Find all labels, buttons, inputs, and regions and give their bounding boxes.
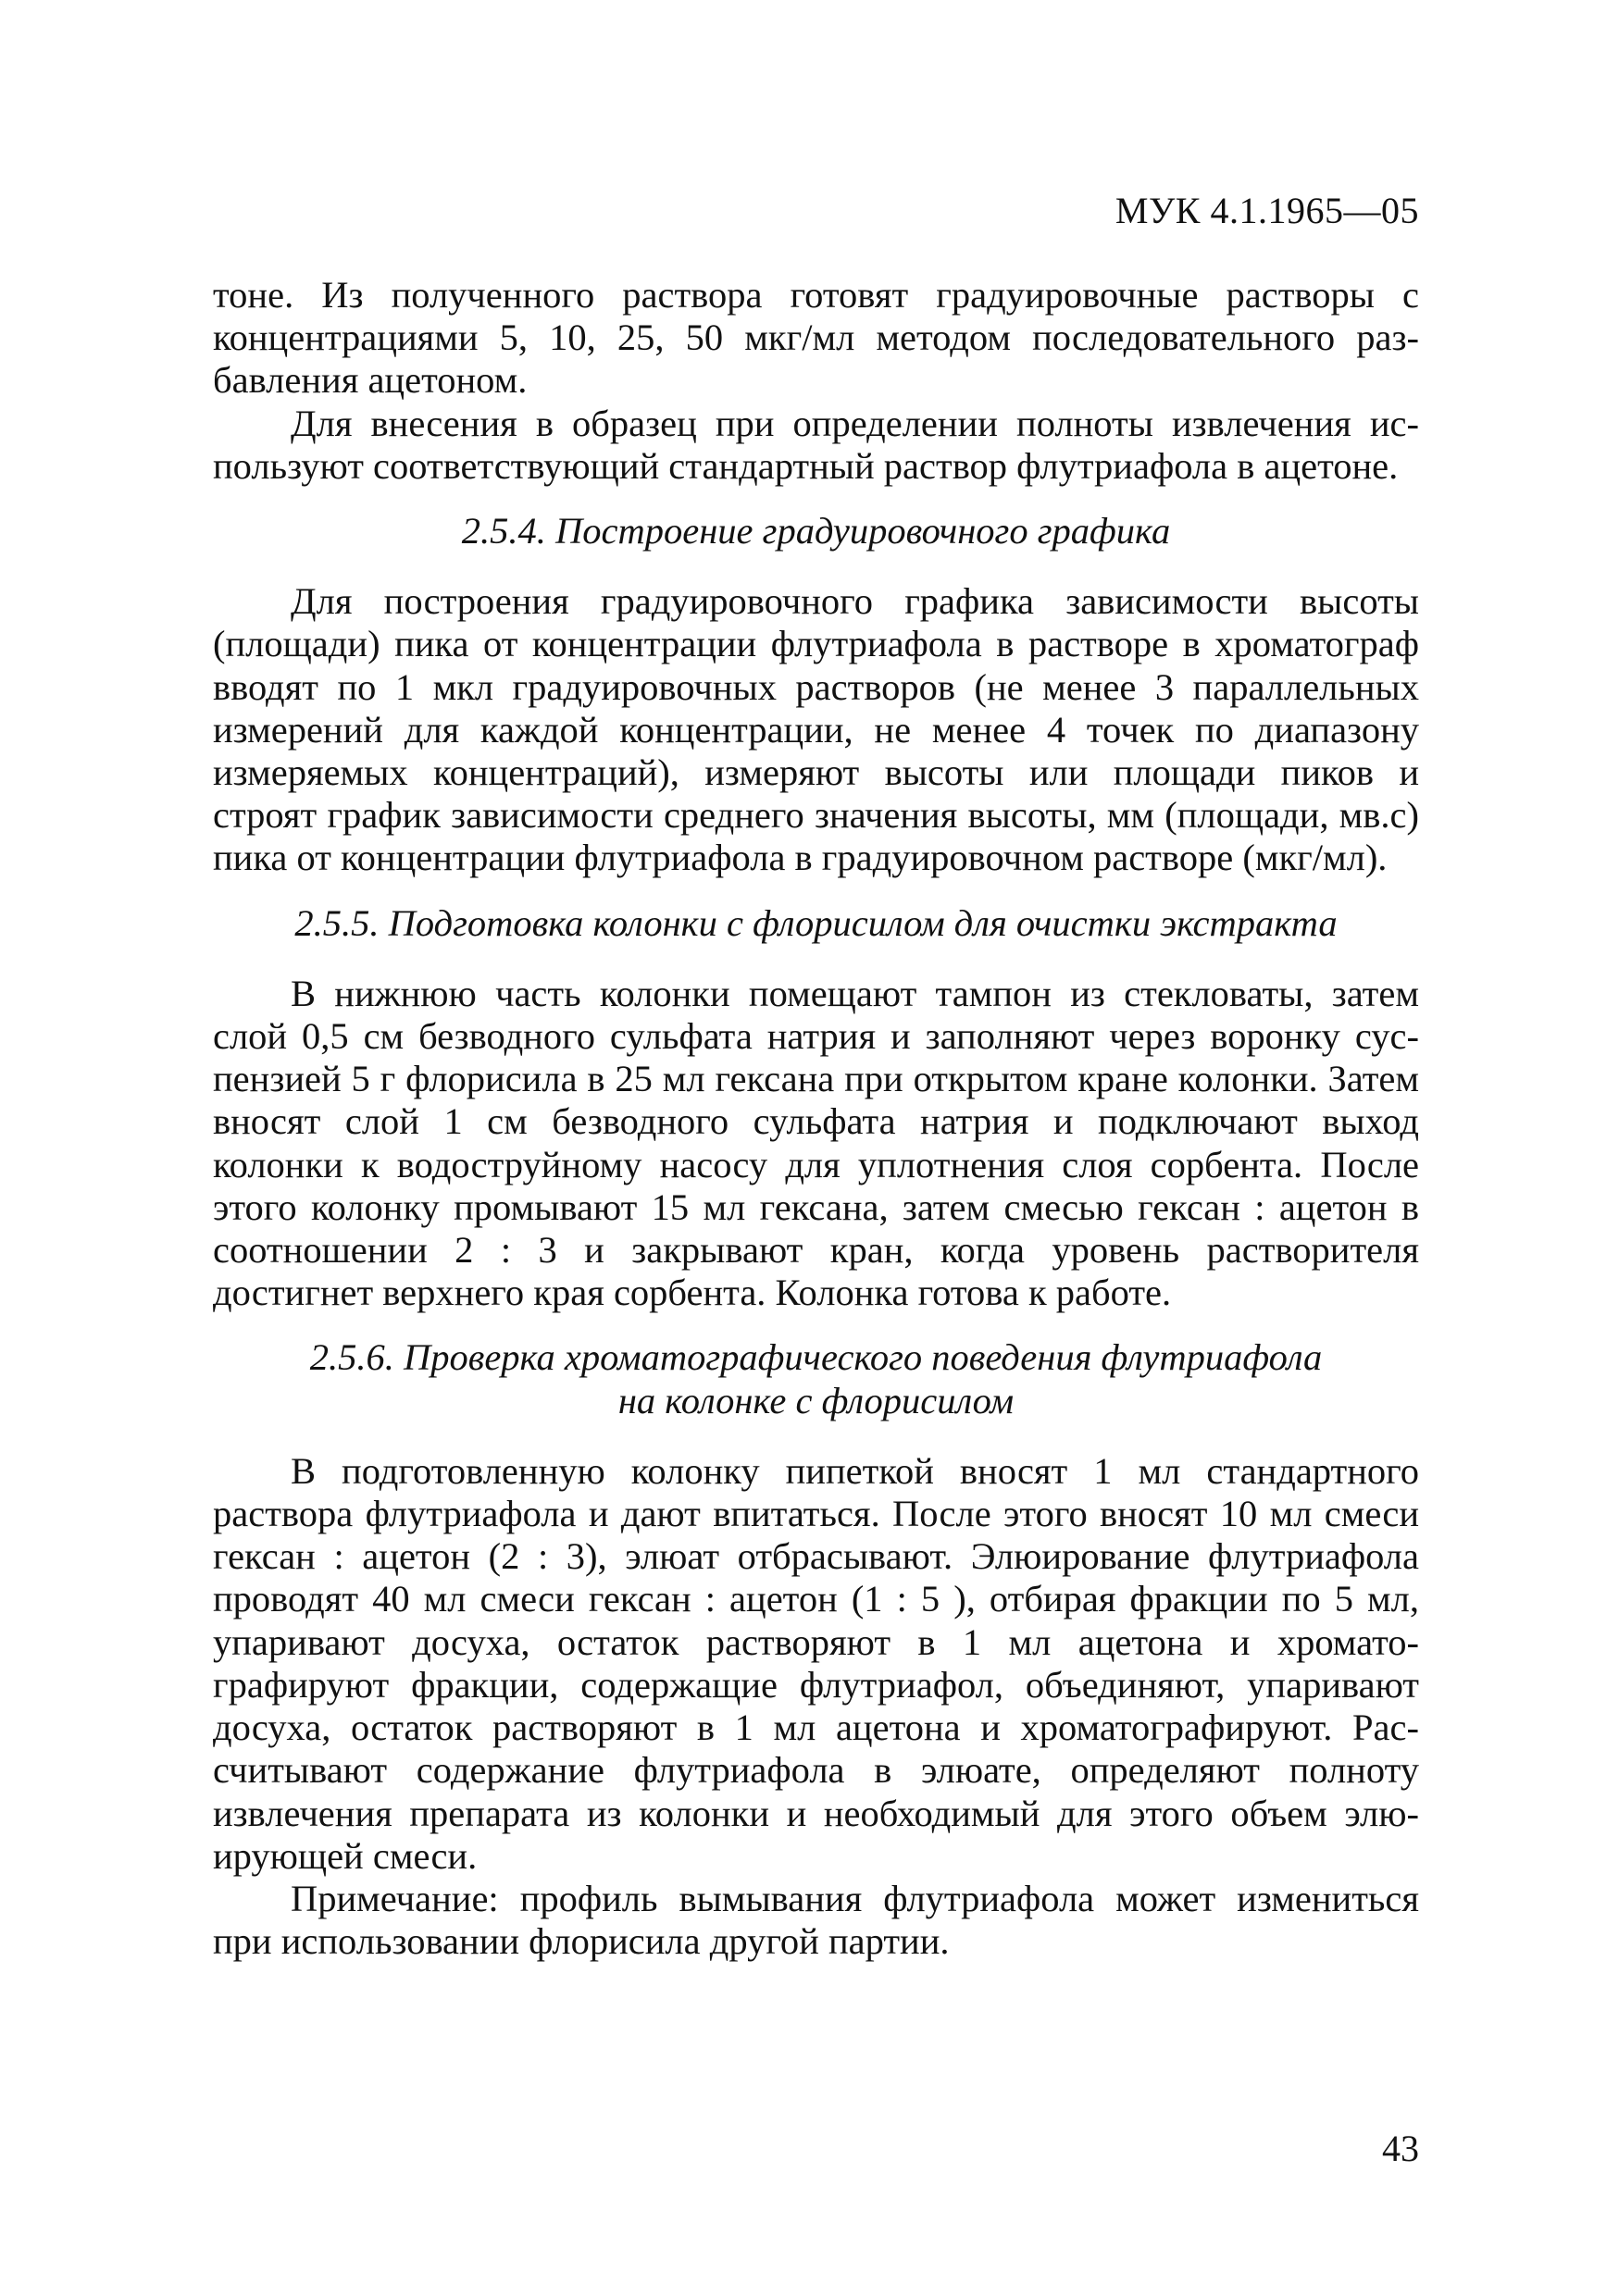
section-heading-2-5-6 bbox=[213, 1336, 1419, 1421]
section-heading-2-5-4: 2.5.4. Построение градуировочного графика bbox=[461, 510, 1171, 552]
section-heading-2-5-5: 2.5.5. Подготовка колонки с флорисилом для очистки экстракта bbox=[294, 901, 1338, 944]
section-heading-2-5-6-line2: на колонке с флорисилом bbox=[617, 1379, 1015, 1421]
section-heading-2-5-6-line1: 2.5.6. Проверка хроматографического поведения флутриафола bbox=[309, 1336, 1323, 1379]
spacer bbox=[213, 488, 1419, 510]
spacer bbox=[213, 552, 1419, 580]
spacer bbox=[213, 1422, 1419, 1450]
spacer bbox=[213, 1314, 1419, 1336]
calibration-graph-paragraph: Для построения градуировочного графика зависимости высоты (площади) пика от концентрации флутриафола в растворе в хроматограф вводят по 1 мкл градуировочных растворов (не менее 3 параллельных измерений для каждой концентрации, не менее 4 точек по диапазону измеряемых концентраций), измеряют высоты или площади пиков и строят график зависимости среднего значения высоты, мм (площади, мв.с) пика от концентрации флутриафола в градуировочном растворе (мкг/мл). bbox=[213, 580, 1419, 879]
spacer bbox=[213, 945, 1419, 973]
spacer bbox=[213, 880, 1419, 902]
note-paragraph: Примечание: профиль вымывания флутриафола может измениться при использовании флорисила другой партии. bbox=[213, 1877, 1419, 1963]
column-preparation-paragraph: В нижнюю часть колонки помещают тампон из стекловаты, затем слой 0,5 см безводного сульфата натрия и заполняют через воронку суспензией 5 г флорисила в 25 мл гексана при открытом кране колонки. Затем вносят слой 1 см безводного сульфата натрия и подключают выход колонки к водоструйному насосу для уплотнения слоя сорбента. После этого колонку промывают 15 мл гексана, затем смесью гексан : ацетон в соотношении 2 : 3 и закрывают кран, когда уровень растворителя достигнет верхнего края сорбента. Колонка готова к работе. bbox=[213, 972, 1419, 1314]
page-number: 43 bbox=[1382, 2128, 1419, 2169]
spike-solution-paragraph: Для внесения в образец при определении полноты извлечения используют соответствующий стандартный раствор флутриафола в ацетоне. bbox=[213, 402, 1419, 487]
main-text-column bbox=[213, 274, 1419, 1963]
continuation-paragraph: тоне. Из полученного раствора готовят градуировочные растворы с концентрациями 5, 10, 25, 50 мкг/мл методом последовательного разбавления ацетоном. bbox=[213, 274, 1419, 402]
document-code-header: МУК 4.1.1965—05 bbox=[1115, 190, 1419, 231]
elution-check-paragraph: В подготовленную колонку пипеткой вносят 1 мл стандартного раствора флутриафола и дают впитаться. После этого вносят 10 мл смеси гексан : ацетон (2 : 3), элюат отбрасывают. Элюирование флутриафола проводят 40 мл смеси гексан : ацетон (1 : 5 ), отбирая фракции по 5 мл, упаривают досуха, остаток растворяют в 1 мл ацетона и хроматографируют фракции, содержащие флутриафол, объединяют, упаривают досуха, остаток растворяют в 1 мл ацетона и хроматографируют. Рассчитывают содержание флутриафола в элюате, определяют полноту извлечения препарата из колонки и необходимый для этого объем элюирующей смеси. bbox=[213, 1449, 1419, 1877]
